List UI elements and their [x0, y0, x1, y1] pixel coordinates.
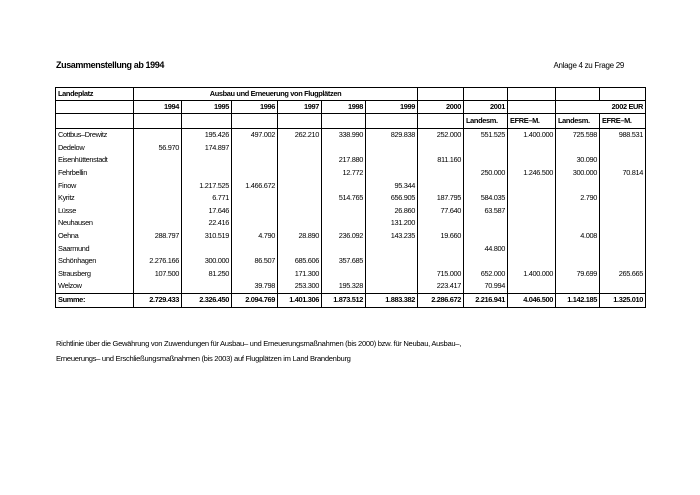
table-row	[56, 268, 646, 281]
sub-header-landesm-2001: Landesm.	[464, 114, 508, 129]
table-cell	[600, 179, 646, 192]
sum-cell: 2.216.941	[464, 293, 508, 307]
table-cell	[508, 154, 556, 167]
table-cell	[366, 242, 418, 255]
table-cell	[464, 230, 508, 243]
table-cell	[134, 192, 182, 205]
table-cell	[278, 154, 322, 167]
row-label: Finow	[56, 179, 134, 192]
table-cell: 143.235	[366, 230, 418, 243]
table-cell	[556, 242, 600, 255]
sub-header-efre-2002: EFRE–M.	[600, 114, 646, 129]
table-cell: 288.797	[134, 230, 182, 243]
table-cell: 44.800	[464, 242, 508, 255]
table-cell	[232, 242, 278, 255]
table-cell	[232, 217, 278, 230]
table-cell	[418, 217, 464, 230]
table-cell	[232, 268, 278, 281]
table-cell	[366, 167, 418, 180]
sum-cell: 2.729.433	[134, 293, 182, 307]
table-cell	[134, 280, 182, 293]
table-cell: 514.765	[322, 192, 366, 205]
header-row-years	[56, 101, 646, 114]
table-cell	[508, 230, 556, 243]
table-cell	[508, 192, 556, 205]
table-cell: 1.400.000	[508, 268, 556, 281]
table-cell	[464, 154, 508, 167]
table-cell	[134, 205, 182, 218]
table-row	[56, 142, 646, 155]
year-header: 1998	[322, 101, 366, 114]
year-header: 2001	[464, 101, 508, 114]
table-cell: 22.416	[182, 217, 232, 230]
table-cell: 1.217.525	[182, 179, 232, 192]
sum-cell: 1.325.010	[600, 293, 646, 307]
table-row	[56, 280, 646, 293]
table-cell	[278, 217, 322, 230]
year-header: 1999	[366, 101, 418, 114]
table-cell	[366, 280, 418, 293]
table-cell	[366, 142, 418, 155]
table-cell: 107.500	[134, 268, 182, 281]
table-cell	[182, 154, 232, 167]
table-row	[56, 154, 646, 167]
table-cell	[418, 142, 464, 155]
table-cell: 77.640	[418, 205, 464, 218]
table-cell: 223.417	[418, 280, 464, 293]
sum-cell: 2.286.672	[418, 293, 464, 307]
table-cell	[278, 179, 322, 192]
year-header: 1996	[232, 101, 278, 114]
table-cell: 2.276.166	[134, 255, 182, 268]
table-cell	[322, 268, 366, 281]
sub-header-efre-2001: EFRE–M.	[508, 114, 556, 129]
row-label: Neuhausen	[56, 217, 134, 230]
table-cell: 685.606	[278, 255, 322, 268]
table-cell: 715.000	[418, 268, 464, 281]
table-cell: 6.771	[182, 192, 232, 205]
table-cell	[418, 255, 464, 268]
table-cell	[508, 205, 556, 218]
table-cell	[278, 167, 322, 180]
table-cell: 310.519	[182, 230, 232, 243]
table-row	[56, 167, 646, 180]
row-label: Cottbus–Drewitz	[56, 129, 134, 142]
table-cell	[464, 142, 508, 155]
table-cell: 19.660	[418, 230, 464, 243]
table-cell: 70.994	[464, 280, 508, 293]
table-cell	[322, 242, 366, 255]
year-2002: 2002	[611, 102, 627, 111]
table-cell	[134, 129, 182, 142]
year-header: 1994	[134, 101, 182, 114]
table-cell	[322, 217, 366, 230]
table-cell: 30.090	[556, 154, 600, 167]
table-cell	[464, 255, 508, 268]
row-label: Welzow	[56, 280, 134, 293]
table-cell	[134, 179, 182, 192]
table-cell	[366, 255, 418, 268]
table-cell	[464, 179, 508, 192]
currency-label: EUR	[628, 102, 643, 111]
table-cell: 174.897	[182, 142, 232, 155]
sum-cell: 1.401.306	[278, 293, 322, 307]
table-cell	[232, 192, 278, 205]
table-cell	[278, 142, 322, 155]
sum-cell: 1.142.185	[556, 293, 600, 307]
table-cell	[322, 179, 366, 192]
table-cell	[322, 205, 366, 218]
table-cell: 1.400.000	[508, 129, 556, 142]
sum-cell: 2.094.769	[232, 293, 278, 307]
table-cell	[508, 142, 556, 155]
table-cell: 829.838	[366, 129, 418, 142]
sum-cell: 1.873.512	[322, 293, 366, 307]
table-cell	[278, 242, 322, 255]
row-label: Eisenhüttenstadt	[56, 154, 134, 167]
table-cell: 250.000	[464, 167, 508, 180]
table-cell: 656.905	[366, 192, 418, 205]
sub-header-landesm-2002: Landesm.	[556, 114, 600, 129]
table-cell: 70.814	[600, 167, 646, 180]
table-cell: 357.685	[322, 255, 366, 268]
table-cell	[418, 242, 464, 255]
table-row	[56, 255, 646, 268]
table-cell: 217.880	[322, 154, 366, 167]
table-cell	[600, 242, 646, 255]
table-cell: 988.531	[600, 129, 646, 142]
table-cell: 86.507	[232, 255, 278, 268]
table-cell: 4.790	[232, 230, 278, 243]
table-cell: 236.092	[322, 230, 366, 243]
table-cell	[418, 167, 464, 180]
table-cell: 4.008	[556, 230, 600, 243]
table-cell	[464, 217, 508, 230]
table-body	[56, 129, 646, 294]
col-header-landeplatz: Landeplatz	[56, 88, 134, 101]
row-label: Saarmund	[56, 242, 134, 255]
table-cell: 2.790	[556, 192, 600, 205]
table-cell: 171.300	[278, 268, 322, 281]
table-cell	[556, 217, 600, 230]
page-title: Zusammenstellung ab 1994	[56, 60, 164, 70]
table-cell: 338.990	[322, 129, 366, 142]
funding-table	[55, 87, 646, 308]
table-cell	[556, 205, 600, 218]
table-cell	[232, 167, 278, 180]
table-cell: 1.466.672	[232, 179, 278, 192]
table-cell	[232, 205, 278, 218]
year-header: 2000	[418, 101, 464, 114]
table-cell: 811.160	[418, 154, 464, 167]
table-row	[56, 242, 646, 255]
group-header: Ausbau und Erneuerung von Flugplätzen	[134, 88, 418, 101]
table-cell: 26.860	[366, 205, 418, 218]
footnote-line-1: Richtlinie über die Gewährung von Zuwendungen für Ausbau– und Erneuerungsmaßnahmen (bis 2000) bzw. für Neubau, Ausbau–,	[56, 339, 462, 348]
table-cell	[366, 154, 418, 167]
row-label: Schönhagen	[56, 255, 134, 268]
table-row	[56, 230, 646, 243]
table-cell	[182, 242, 232, 255]
table-cell	[508, 217, 556, 230]
table-row	[56, 129, 646, 142]
table-cell	[600, 205, 646, 218]
table-cell	[600, 230, 646, 243]
row-label: Fehrbellin	[56, 167, 134, 180]
table-cell: 195.328	[322, 280, 366, 293]
table-row	[56, 179, 646, 192]
table-cell	[322, 142, 366, 155]
table-cell	[556, 179, 600, 192]
annex-reference: Anlage 4 zu Frage 29	[553, 61, 624, 70]
table-cell: 17.646	[182, 205, 232, 218]
table-cell	[556, 280, 600, 293]
table-cell: 1.246.500	[508, 167, 556, 180]
table-cell: 28.890	[278, 230, 322, 243]
table-cell: 551.525	[464, 129, 508, 142]
table-cell	[600, 280, 646, 293]
table-cell: 584.035	[464, 192, 508, 205]
header-row-group	[56, 88, 646, 101]
row-label: Strausberg	[56, 268, 134, 281]
table-row	[56, 205, 646, 218]
table-cell: 95.344	[366, 179, 418, 192]
table-cell	[182, 167, 232, 180]
row-label: Dedelow	[56, 142, 134, 155]
table-cell	[134, 167, 182, 180]
sum-cell: 4.046.500	[508, 293, 556, 307]
year-header: 1997	[278, 101, 322, 114]
table-cell	[182, 280, 232, 293]
table-cell	[600, 217, 646, 230]
table-cell	[508, 255, 556, 268]
table-cell	[556, 142, 600, 155]
table-cell: 252.000	[418, 129, 464, 142]
table-cell: 195.426	[182, 129, 232, 142]
table-cell	[134, 154, 182, 167]
table-cell: 265.665	[600, 268, 646, 281]
sum-cell: 1.883.382	[366, 293, 418, 307]
table-cell	[134, 217, 182, 230]
table-cell	[232, 142, 278, 155]
table-cell: 63.587	[464, 205, 508, 218]
sum-cell: 2.326.450	[182, 293, 232, 307]
footnote-line-2: Erneuerungs– und Erschließungsmaßnahmen (bis 2003) auf Flugplätzen im Land Brandenburg	[56, 354, 351, 363]
table-cell: 497.002	[232, 129, 278, 142]
table-cell: 79.699	[556, 268, 600, 281]
table-cell: 300.000	[182, 255, 232, 268]
table-cell	[556, 255, 600, 268]
sum-label: Summe:	[56, 293, 134, 307]
table-cell	[600, 192, 646, 205]
row-label: Oehna	[56, 230, 134, 243]
table-cell: 725.598	[556, 129, 600, 142]
table-cell: 253.300	[278, 280, 322, 293]
table-cell: 131.200	[366, 217, 418, 230]
table-cell	[600, 142, 646, 155]
table-cell	[600, 154, 646, 167]
table-cell	[134, 242, 182, 255]
year-header: 1995	[182, 101, 232, 114]
year-header-2002	[556, 101, 646, 114]
row-label: Kyritz	[56, 192, 134, 205]
table-row	[56, 217, 646, 230]
table-cell	[508, 242, 556, 255]
table-cell	[508, 179, 556, 192]
table-cell	[366, 268, 418, 281]
sum-row	[56, 293, 646, 307]
table-cell	[232, 154, 278, 167]
table-cell: 262.210	[278, 129, 322, 142]
table-cell	[278, 192, 322, 205]
table-cell: 81.250	[182, 268, 232, 281]
table-cell: 56.970	[134, 142, 182, 155]
header-row-sub	[56, 114, 646, 129]
table-cell: 652.000	[464, 268, 508, 281]
table-cell: 187.795	[418, 192, 464, 205]
table-cell	[278, 205, 322, 218]
table-row	[56, 192, 646, 205]
table-cell	[508, 280, 556, 293]
table-cell	[418, 179, 464, 192]
table-cell: 12.772	[322, 167, 366, 180]
table-cell: 300.000	[556, 167, 600, 180]
row-label: Lüsse	[56, 205, 134, 218]
table-cell	[600, 255, 646, 268]
table-cell: 39.798	[232, 280, 278, 293]
